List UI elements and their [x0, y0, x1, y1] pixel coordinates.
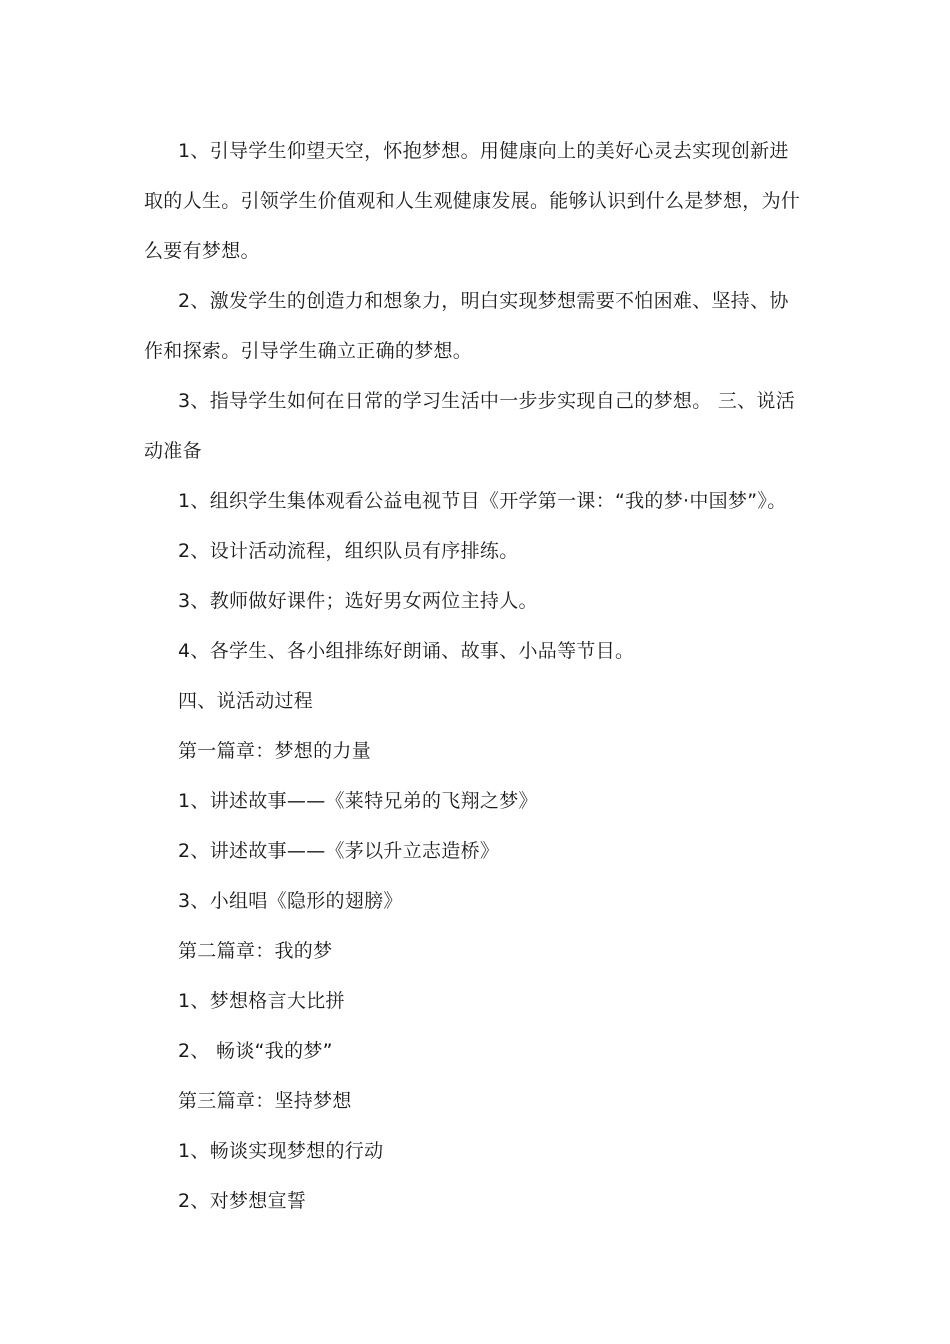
paragraph-goal-1: 1、引导学生仰望天空，怀抱梦想。用健康向上的美好心灵去实现创新进取的人生。引领学生价值观和人生观健康发展。能够认识到什么是梦想，为什么要有梦想。 [144, 140, 801, 262]
chapter-2-heading: 第二篇章：我的梦 [178, 940, 333, 962]
chapter-2-item-1: 1、梦想格言大比拼 [178, 990, 345, 1012]
paragraph-goal-3: 3、指导学生如何在日常的学习生活中一步步实现自己的梦想。 三、说活动准备 [144, 390, 796, 462]
paragraph-prep-3: 3、教师做好课件；选好男女两位主持人。 [178, 590, 538, 612]
section-heading-process: 四、说活动过程 [178, 690, 314, 712]
chapter-1-item-3: 3、小组唱《隐形的翅膀》 [178, 890, 403, 912]
chapter-3-item-1: 1、畅谈实现梦想的行动 [178, 1140, 384, 1162]
chapter-1-heading: 第一篇章：梦想的力量 [178, 740, 372, 762]
chapter-3-heading: 第三篇章：坚持梦想 [178, 1090, 352, 1112]
chapter-2-item-2: 2、 畅谈“我的梦” [178, 1040, 333, 1062]
chapter-1-item-2: 2、讲述故事——《茅以升立志造桥》 [178, 840, 500, 862]
paragraph-goal-2: 2、激发学生的创造力和想象力，明白实现梦想需要不怕困难、坚持、协作和探索。引导学生确立正确的梦想。 [144, 290, 789, 362]
chapter-3-item-2: 2、对梦想宣誓 [178, 1190, 307, 1212]
paragraph-prep-2: 2、设计活动流程，组织队员有序排练。 [178, 540, 519, 562]
paragraph-prep-4: 4、各学生、各小组排练好朗诵、故事、小品等节目。 [178, 640, 635, 662]
chapter-1-item-1: 1、讲述故事——《莱特兄弟的飞翔之梦》 [178, 790, 538, 812]
document-body [144, 126, 806, 1226]
paragraph-prep-1: 1、组织学生集体观看公益电视节目《开学第一课：“我的梦·中国梦”》。 [178, 490, 787, 512]
